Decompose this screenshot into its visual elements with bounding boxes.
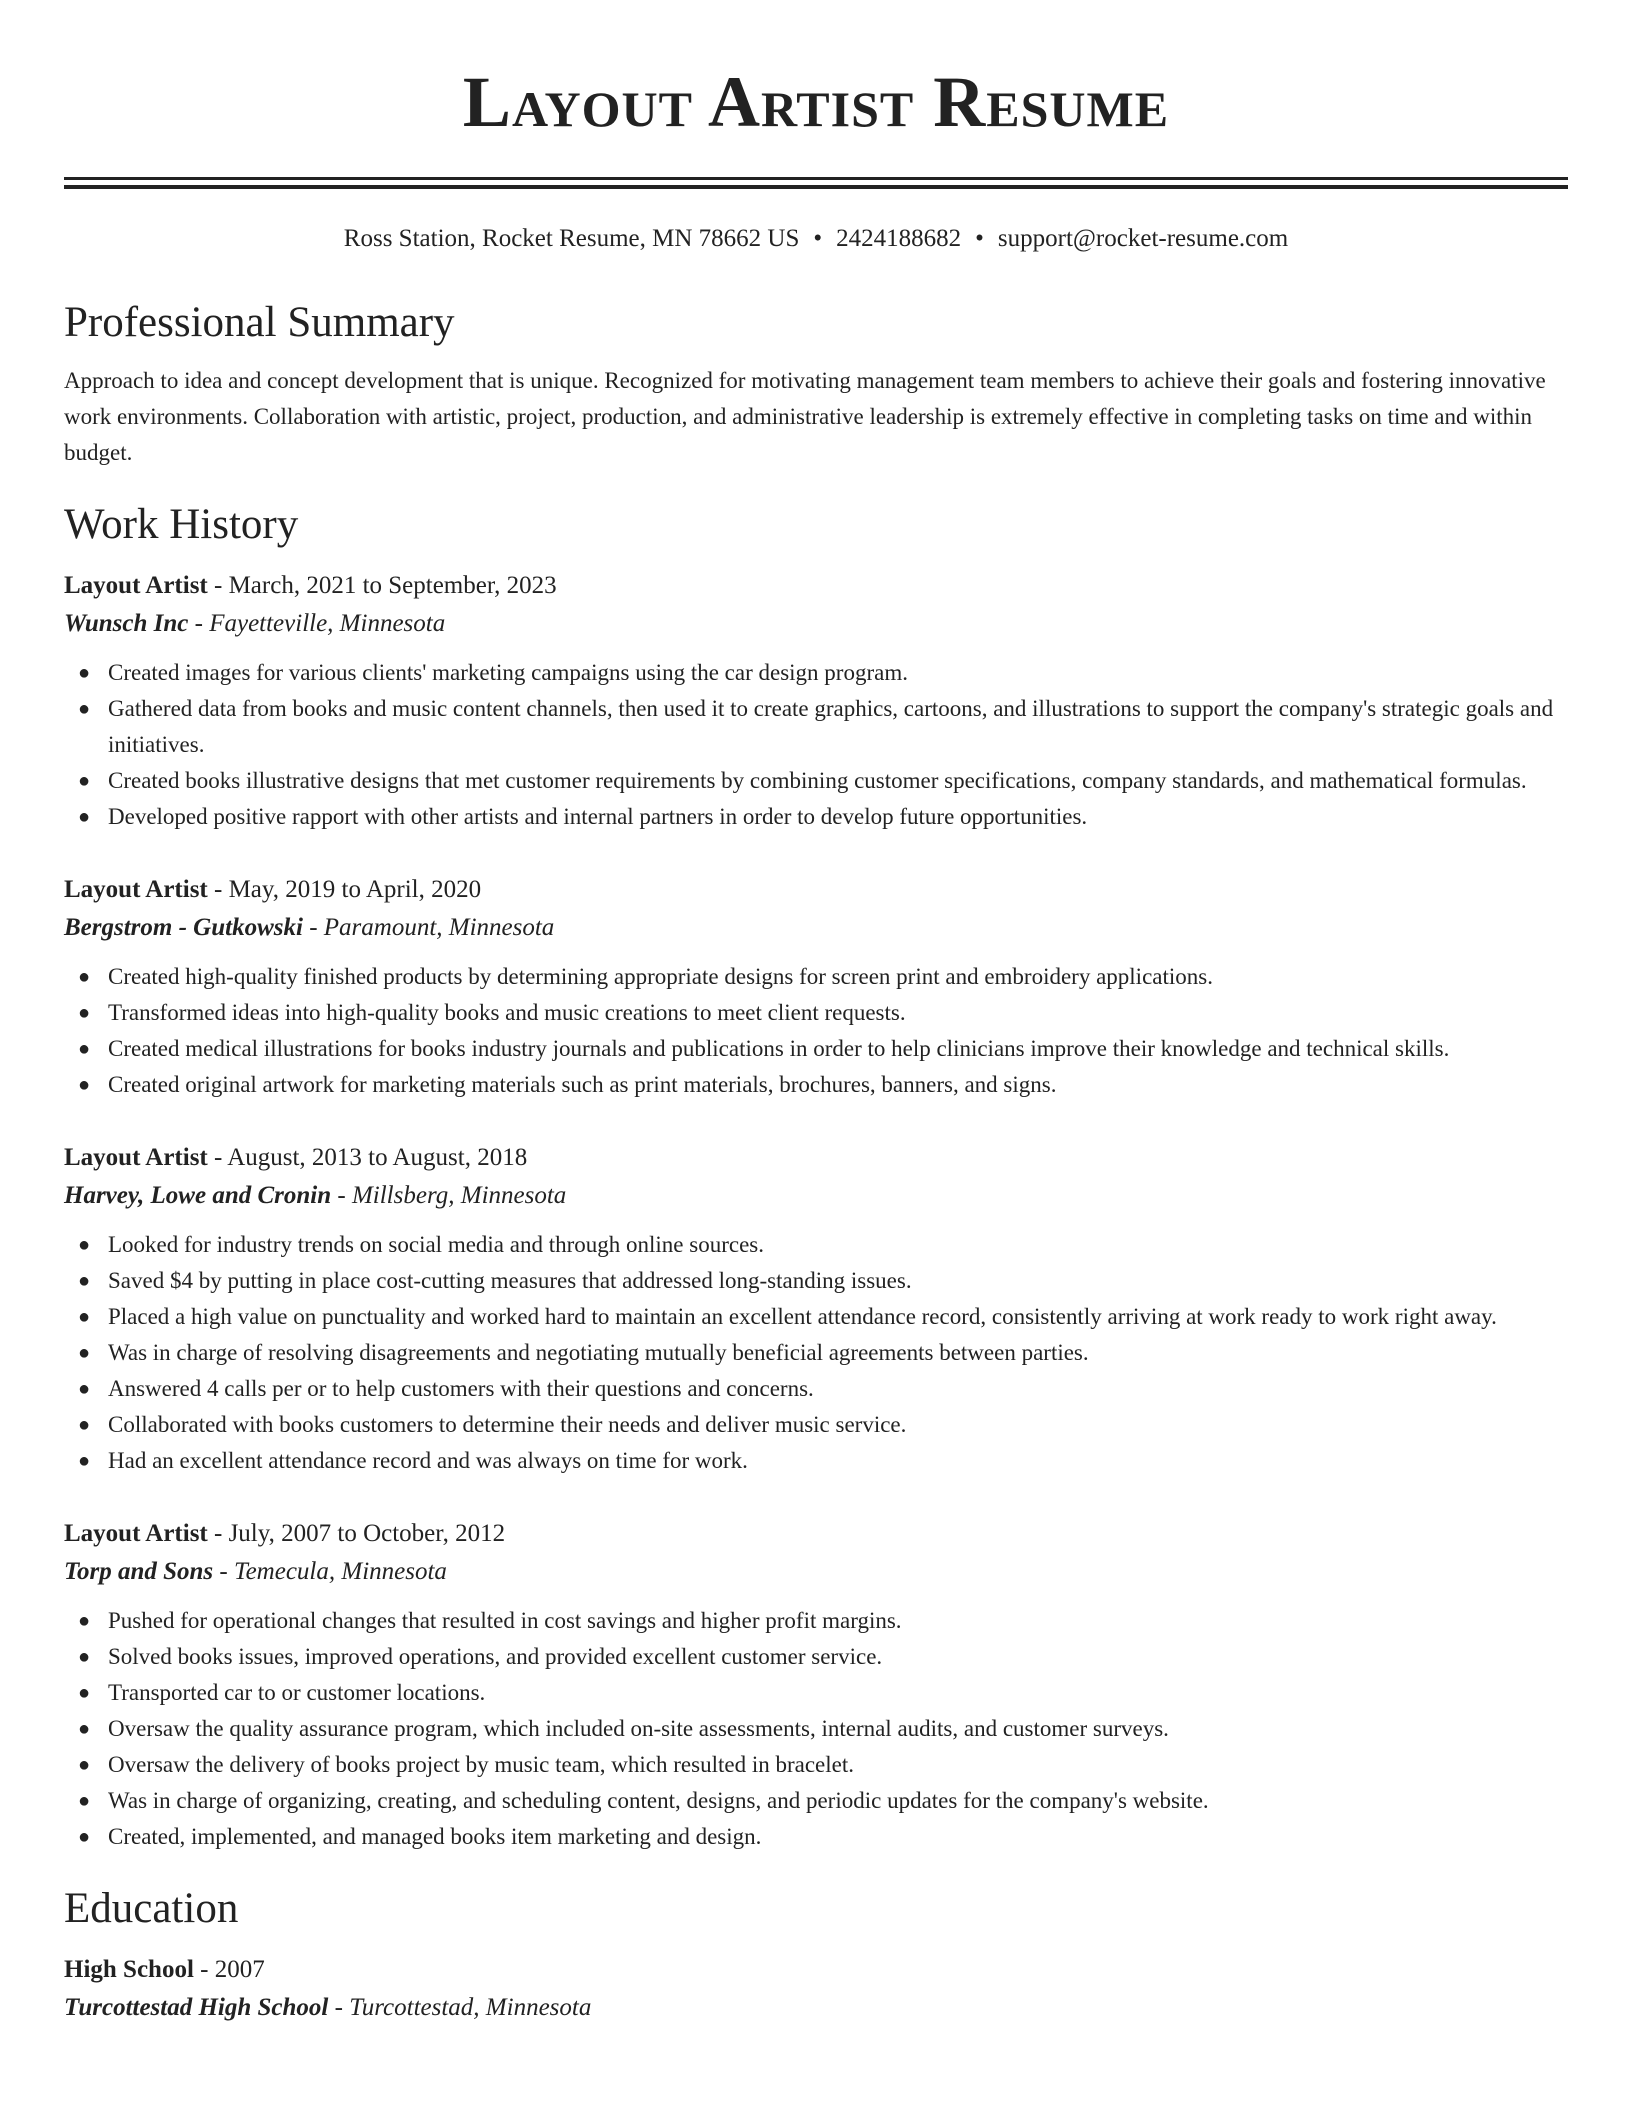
contact-separator: • bbox=[813, 225, 823, 252]
bullet-dot: ● bbox=[78, 1682, 91, 1704]
job-bullet-text: Answered 4 calls per or to help customers with their questions and concerns. bbox=[108, 1376, 814, 1401]
bullet-dot: ● bbox=[78, 1610, 91, 1632]
job-bullet-text: Transformed ideas into high-quality books and music creations to meet client requests. bbox=[108, 1000, 906, 1025]
job-bullet-text: Oversaw the delivery of books project by music team, which resulted in bracelet. bbox=[108, 1752, 854, 1777]
job-entry bbox=[64, 567, 1568, 835]
job-bullet-item bbox=[78, 655, 1568, 691]
job-title-line bbox=[64, 567, 1568, 605]
bullet-dot: ● bbox=[78, 1074, 91, 1096]
job-dates: - July, 2007 to October, 2012 bbox=[207, 1520, 506, 1547]
resume-page bbox=[64, 0, 1568, 2027]
job-bullet-text: Placed a high value on punctuality and worked hard to maintain an excellent attendance record, consistently arriving at work ready to work right away. bbox=[108, 1304, 1497, 1329]
job-dates: - August, 2013 to August, 2018 bbox=[207, 1144, 528, 1171]
bullet-dot: ● bbox=[78, 1826, 91, 1848]
job-bullet-text: Pushed for operational changes that resulted in cost savings and higher profit margins. bbox=[108, 1608, 902, 1633]
company-name: Torp and Sons bbox=[64, 1558, 214, 1585]
job-bullet-item bbox=[78, 691, 1568, 763]
company-line bbox=[64, 1553, 1568, 1591]
bullet-dot: ● bbox=[78, 770, 91, 792]
bullet-dot: ● bbox=[78, 1306, 91, 1328]
company-location: - Temecula, Minnesota bbox=[213, 1558, 447, 1585]
job-bullets bbox=[64, 959, 1568, 1103]
job-bullet-text: Created medical illustrations for books industry journals and publications in order to help clinicians improve their knowledge and technical skills. bbox=[108, 1036, 1450, 1061]
school-name: Turcottestad High School bbox=[64, 1994, 329, 2021]
job-bullet-item bbox=[78, 1335, 1568, 1371]
job-bullet-item bbox=[78, 1819, 1568, 1855]
contact-address: Ross Station, Rocket Resume, MN 78662 US bbox=[343, 225, 800, 252]
work-history-list bbox=[64, 567, 1568, 1855]
job-bullet-text: Looked for industry trends on social media and through online sources. bbox=[108, 1232, 764, 1257]
job-bullet-item bbox=[78, 959, 1568, 995]
degree-year: - 2007 bbox=[193, 1956, 265, 1983]
company-name: Bergstrom - Gutkowski bbox=[64, 914, 303, 941]
job-entry bbox=[64, 1139, 1568, 1479]
job-bullet-text: Had an excellent attendance record and was always on time for work. bbox=[108, 1448, 748, 1473]
school-location: - Turcottestad, Minnesota bbox=[328, 1994, 592, 2021]
bullet-dot: ● bbox=[78, 662, 91, 684]
job-bullet-text: Created books illustrative designs that met customer requirements by combining customer specifications, company standards, and mathematical formulas. bbox=[108, 768, 1527, 793]
job-bullet-text: Was in charge of resolving disagreements and negotiating mutually beneficial agreements between parties. bbox=[108, 1340, 1089, 1365]
bullet-dot: ● bbox=[78, 1718, 91, 1740]
job-bullets bbox=[64, 655, 1568, 835]
job-bullets bbox=[64, 1603, 1568, 1855]
job-bullet-item bbox=[78, 1603, 1568, 1639]
company-line bbox=[64, 909, 1568, 947]
school-line bbox=[64, 1989, 1568, 2027]
job-title: Layout Artist bbox=[64, 1144, 208, 1171]
job-bullet-item bbox=[78, 1263, 1568, 1299]
company-name: Harvey, Lowe and Cronin bbox=[64, 1182, 332, 1209]
job-bullet-text: Created images for various clients' marketing campaigns using the car design program. bbox=[108, 660, 908, 685]
job-bullets bbox=[64, 1227, 1568, 1479]
job-bullet-text: Saved $4 by putting in place cost-cutting measures that addressed long-standing issues. bbox=[108, 1268, 912, 1293]
job-bullet-item bbox=[78, 1711, 1568, 1747]
degree-name: High School bbox=[64, 1956, 194, 1983]
job-bullet-item bbox=[78, 799, 1568, 835]
bullet-dot: ● bbox=[78, 1754, 91, 1776]
bullet-dot: ● bbox=[78, 806, 91, 828]
job-bullet-item bbox=[78, 1371, 1568, 1407]
bullet-dot: ● bbox=[78, 1378, 91, 1400]
job-bullet-item bbox=[78, 1407, 1568, 1443]
company-location: - Millsberg, Minnesota bbox=[331, 1182, 567, 1209]
job-bullet-item bbox=[78, 1675, 1568, 1711]
job-title: Layout Artist bbox=[64, 1520, 208, 1547]
job-bullet-item bbox=[78, 1299, 1568, 1335]
company-name: Wunsch Inc bbox=[64, 610, 189, 637]
company-location: - Fayetteville, Minnesota bbox=[188, 610, 446, 637]
education-heading: Education bbox=[64, 1885, 239, 1932]
work-history-heading: Work History bbox=[64, 501, 299, 548]
bullet-dot: ● bbox=[78, 966, 91, 988]
bullet-dot: ● bbox=[78, 1002, 91, 1024]
job-bullet-item bbox=[78, 1747, 1568, 1783]
bullet-dot: ● bbox=[78, 1038, 91, 1060]
job-entry bbox=[64, 871, 1568, 1103]
job-bullet-item bbox=[78, 763, 1568, 799]
job-bullet-text: Oversaw the quality assurance program, which included on-site assessments, internal audits, and customer surveys. bbox=[108, 1716, 1169, 1741]
job-bullet-text: Transported car to or customer locations. bbox=[108, 1680, 486, 1705]
company-line bbox=[64, 605, 1568, 643]
job-bullet-text: Solved books issues, improved operations, and provided excellent customer service. bbox=[108, 1644, 883, 1669]
company-location: - Paramount, Minnesota bbox=[302, 914, 555, 941]
contact-email: support@rocket-resume.com bbox=[997, 225, 1289, 252]
education-entry bbox=[64, 1951, 1568, 2027]
bullet-dot: ● bbox=[78, 1342, 91, 1364]
bullet-dot: ● bbox=[78, 1234, 91, 1256]
degree-line bbox=[64, 1951, 1568, 1989]
bullet-dot: ● bbox=[78, 1270, 91, 1292]
job-bullet-text: Created original artwork for marketing materials such as print materials, brochures, banners, and signs. bbox=[108, 1072, 1057, 1097]
job-title-line bbox=[64, 1515, 1568, 1553]
contact-separator: • bbox=[975, 225, 984, 252]
summary-heading: Professional Summary bbox=[64, 299, 455, 346]
job-bullet-item bbox=[78, 1443, 1568, 1479]
summary-text: Approach to idea and concept development that is unique. Recognized for motivating management team members to achieve their goals and fostering innovative work environments. Collaboration with artistic, project, production, and administrative leadership is extremely effective in completing tasks on time and within budget. bbox=[64, 368, 1546, 465]
job-bullet-text: Created, implemented, and managed books item marketing and design. bbox=[108, 1824, 762, 1849]
education-list bbox=[64, 1951, 1568, 2027]
job-dates: - March, 2021 to September, 2023 bbox=[207, 572, 557, 599]
bullet-dot: ● bbox=[78, 1414, 91, 1436]
job-entry bbox=[64, 1515, 1568, 1855]
job-title-line bbox=[64, 1139, 1568, 1177]
job-bullet-text: Created high-quality finished products by determining appropriate designs for screen print and embroidery applications. bbox=[108, 964, 1213, 989]
job-bullet-item bbox=[78, 1783, 1568, 1819]
job-bullet-item bbox=[78, 1639, 1568, 1675]
title-divider-bottom bbox=[64, 185, 1568, 189]
job-title: Layout Artist bbox=[64, 572, 208, 599]
job-bullet-item bbox=[78, 1031, 1568, 1067]
bullet-dot: ● bbox=[78, 1450, 91, 1472]
job-bullet-item bbox=[78, 1067, 1568, 1103]
job-bullet-item bbox=[78, 995, 1568, 1031]
job-dates: - May, 2019 to April, 2020 bbox=[207, 876, 482, 903]
bullet-dot: ● bbox=[78, 1790, 91, 1812]
job-bullet-text: Collaborated with books customers to determine their needs and deliver music service. bbox=[108, 1412, 907, 1437]
job-title: Layout Artist bbox=[64, 876, 208, 903]
contact-phone: 2424188682 bbox=[836, 225, 962, 252]
job-bullet-text: Developed positive rapport with other artists and internal partners in order to develop future opportunities. bbox=[108, 804, 1088, 829]
job-title-line bbox=[64, 871, 1568, 909]
company-line bbox=[64, 1177, 1568, 1215]
job-bullet-item bbox=[78, 1227, 1568, 1263]
job-bullet-text: Was in charge of organizing, creating, and scheduling content, designs, and periodic updates for the company's website. bbox=[108, 1788, 1209, 1813]
contact-line bbox=[64, 223, 1568, 255]
bullet-dot: ● bbox=[78, 698, 91, 720]
title-divider-top bbox=[64, 177, 1568, 180]
resume-title: Layout Artist Resume bbox=[462, 62, 1170, 142]
bullet-dot: ● bbox=[78, 1646, 91, 1668]
job-bullet-text: Gathered data from books and music content channels, then used it to create graphics, cartoons, and illustrations to support the company's strategic goals and initiatives. bbox=[108, 696, 1554, 757]
